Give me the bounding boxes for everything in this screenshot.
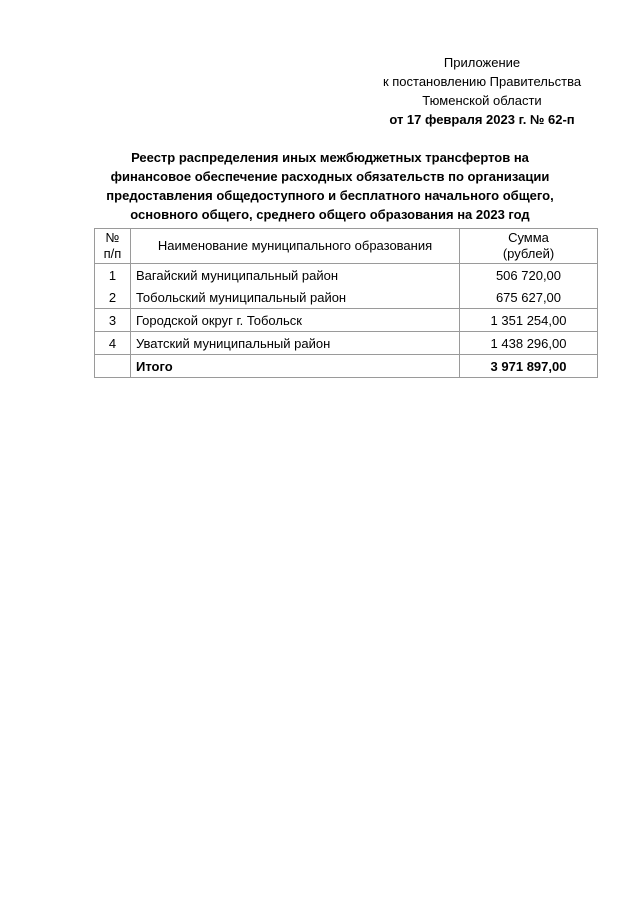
header-number-abbr: п/п [103,246,122,261]
row-sum: 506 720,00 [460,264,598,287]
total-number-cell [95,355,131,378]
header-sum-label: Сумма [508,230,549,245]
title-line: финансовое обеспечение расходных обязательств по организации [110,169,550,184]
row-name: Тобольский муниципальный район [131,286,460,309]
table-row [95,264,598,287]
registry-table [94,228,598,378]
row-name: Городской округ г. Тобольск [131,309,460,332]
row-sum: 1 438 296,00 [460,332,598,355]
title-line: Реестр распределения иных межбюджетных трансфертов на [131,150,529,165]
row-sum: 675 627,00 [460,286,598,309]
header-number [95,229,131,264]
table-row [95,332,598,355]
header-sum-unit: (рублей) [502,246,555,261]
row-sum: 1 351 254,00 [460,309,598,332]
header-name: Наименование муниципального образования [131,229,460,264]
row-number: 1 [95,264,131,287]
document-title [60,148,600,224]
appendix-region: Тюменской области [422,93,542,108]
table-header-row [95,229,598,264]
title-line: основного общего, среднего общего образования на 2023 год [130,207,530,222]
appendix-resolution: к постановлению Правительства [382,74,582,89]
row-name: Уватский муниципальный район [131,332,460,355]
table-row [95,286,598,309]
header-sum [460,229,598,264]
header-number-symbol: № [105,230,120,245]
row-number: 4 [95,332,131,355]
row-number: 3 [95,309,131,332]
appendix-label: Приложение [443,55,521,70]
title-line: предоставления общедоступного и бесплатного начального общего, [106,188,554,203]
row-number: 2 [95,286,131,309]
table-total-row [95,355,598,378]
row-name: Вагайский муниципальный район [131,264,460,287]
appendix-date-number: от 17 февраля 2023 г. № 62-п [389,112,575,127]
table-row [95,309,598,332]
total-sum: 3 971 897,00 [460,355,598,378]
total-label: Итого [131,355,460,378]
appendix-block [362,53,602,129]
